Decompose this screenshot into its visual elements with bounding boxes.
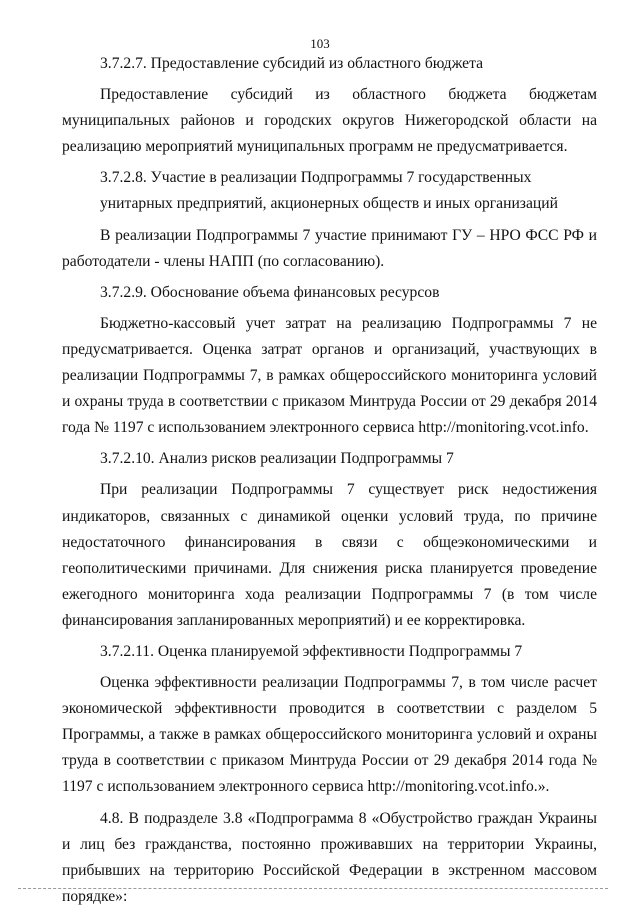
paragraph-subsidies: Предоставление субсидий из областного бюджета бюджетам муниципальных районов и городских округов Нижегородской области на реализацию мероприятий муниципальных программ не предусматривается. [62,86,597,156]
section-heading-3-7-2-7: 3.7.2.7. Предоставление субсидий из областного бюджета [100,55,483,72]
paragraph-efficiency-assessment: Оценка эффективности реализации Подпрограммы 7, в том числе расчет экономической эффективности проводится в соответствии с разделом 5 Программы, а также в рамках общероссийского мониторинга условий и охраны труда в соответствии с приказом Минтруда России от 29 декабря 2014 года № 1197 с использованием электронного сервиса http://monitoring.vcot.info.». [62,674,597,796]
document-body [62,51,597,915]
section-heading-3-7-2-10: 3.7.2.10. Анализ рисков реализации Подпрограммы 7 [100,450,454,468]
section-heading-3-7-2-9: 3.7.2.9. Обоснование объема финансовых ресурсов [100,283,440,301]
paragraph-financial-resources: Бюджетно-кассовый учет затрат на реализацию Подпрограммы 7 не предусматривается. Оценка затрат органов и организаций, участвующих в реализации Подпрограммы 7, в рамках общероссийского мониторинга условий и охраны труда в соответствии с приказом Минтруда России от 29 декабря 2014 года № 1197 с использованием электронного сервиса http://monitoring.vcot.info. [62,314,597,437]
scan-edge-line [18,888,608,889]
paragraph-participants: В реализации Подпрограммы 7 участие принимают ГУ – НРО ФСС РФ и работодатели - члены НАПП (по согласованию). [62,226,597,270]
paragraph-section-4-8: 4.8. В подразделе 3.8 «Подпрограмма 8 «Обустройство граждан Украины и лиц без гражданства, постоянно проживавших на территории Украины, прибывших на территорию Российской Федерации в экстренном массовом порядке»: [62,809,597,905]
section-heading-3-7-2-11: 3.7.2.11. Оценка планируемой эффективности Подпрограммы 7 [100,642,523,660]
section-heading-3-7-2-8: 3.7.2.8. Участие в реализации Подпрограммы 7 государственных унитарных предприятий, акционерных обществ и иных организаций [100,169,558,213]
paragraph-risk-analysis: При реализации Подпрограммы 7 существует риск недостижения индикаторов, связанных с динамикой оценки условий труда, по причине недостаточного финансирования в связи с общеэкономическими и геополитическими причинами. Для снижения риска планируется проведение ежегодного мониторинга хода реализации Подпрограммы 7 (в том числе финансирования запланированных мероприятий) и ее корректировка. [62,481,597,629]
page-number: 103 [310,36,330,51]
